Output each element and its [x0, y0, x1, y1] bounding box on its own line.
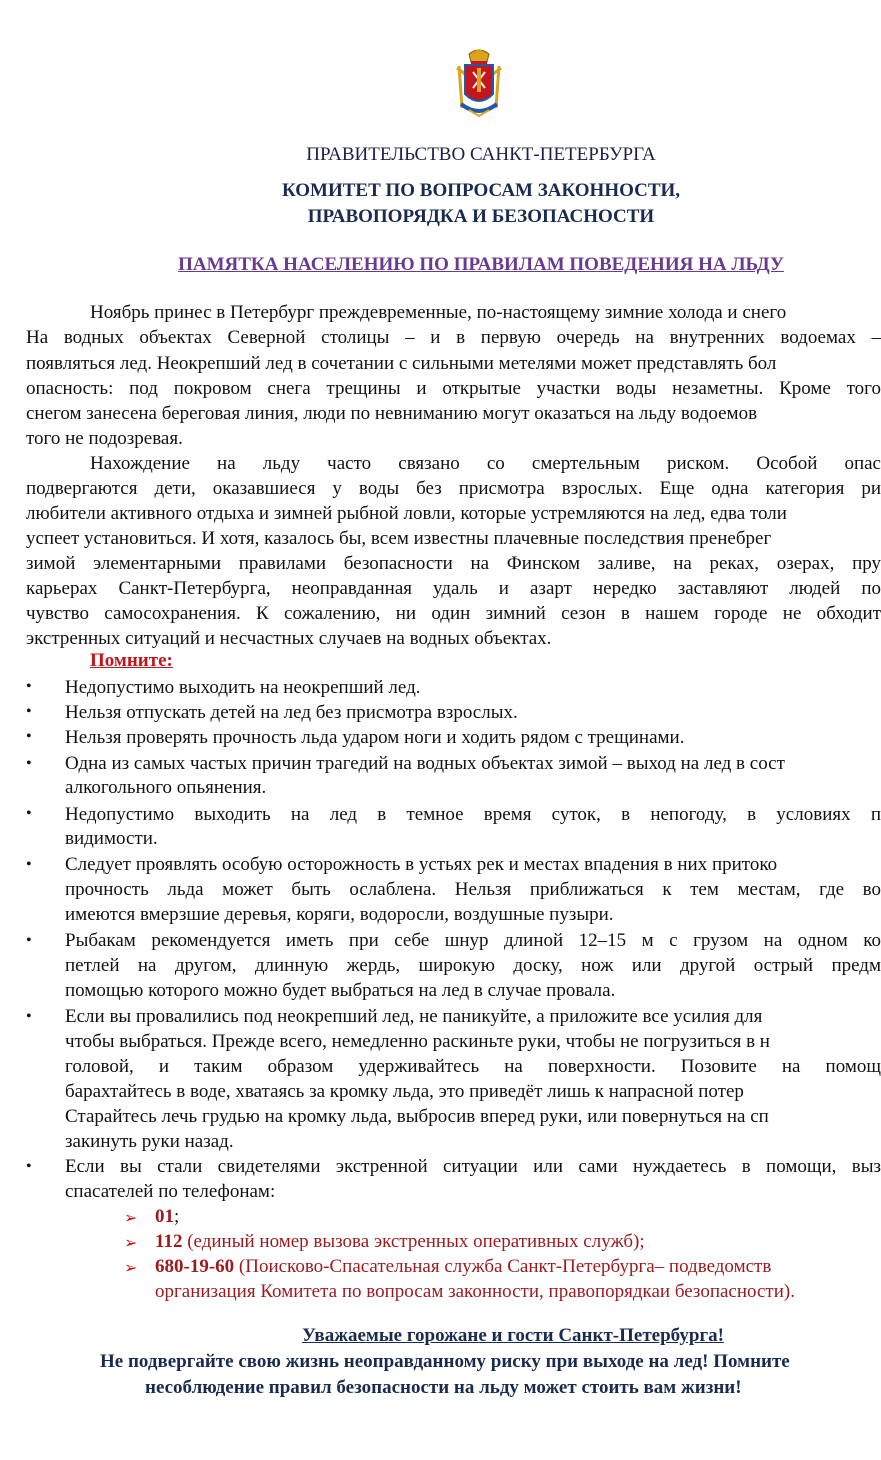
- phone-item: [155, 1231, 645, 1253]
- rule-line: алкогольного опьянения.: [65, 777, 267, 798]
- rule-line: прочность льда может быть ослаблена. Нельзя приближаться к тем местам, где во: [65, 879, 881, 900]
- intro-line: опасность: под покровом снега трещины и открытые участки воды незаметны. Кроме того: [26, 378, 881, 399]
- intro-line: появляться лед. Неокрепший лед в сочетании с сильными метелями может представлять бол: [26, 353, 777, 374]
- rule-line: Нельзя проверять прочность льда ударом ноги и ходить рядом с трещинами.: [65, 727, 685, 748]
- risk-line: экстренных ситуаций и несчастных случаев на водных объектах.: [26, 628, 552, 649]
- phone-description: (Поисково-Спасательная служба Санкт-Петербурга– подведомств: [234, 1256, 772, 1277]
- coat-of-arms-icon: [455, 48, 503, 120]
- rule-line: имеются вмерзшие деревья, коряги, водоросли, воздушные пузыри.: [65, 904, 614, 925]
- rule-line: петлей на другом, длинную жердь, широкую доску, нож или другой острый предм: [65, 955, 881, 976]
- rule-line: видимости.: [65, 828, 158, 849]
- memo-title: ПАМЯТКА НАСЕЛЕНИЮ ПО ПРАВИЛАМ ПОВЕДЕНИЯ НА ЛЬДУ: [178, 254, 784, 275]
- phone-number: 112: [155, 1231, 183, 1252]
- arrow-bullet-icon: ➢: [124, 1210, 138, 1227]
- risk-line: любители активного отдыха и зимней рыбной ловли, которые устремляются на лед, едва толи: [26, 503, 787, 524]
- arrow-bullet-icon: ➢: [124, 1235, 138, 1252]
- rule-line: Старайтесь лечь грудью на кромку льда, выбросив вперед руки, или повернуться на сп: [65, 1106, 769, 1127]
- rule-line: чтобы выбраться. Прежде всего, немедленно раскиньте руки, чтобы не погрузиться в н: [65, 1031, 770, 1052]
- risk-line: чувство самосохранения. К сожалению, ни один зимний сезон в нашем городе не обходит: [26, 603, 881, 624]
- intro-line: Ноябрь принес в Петербург преждевременные, по-настоящему зимние холода и снего: [90, 302, 787, 323]
- arrow-bullet-icon: ➢: [124, 1260, 138, 1277]
- phone-item: [155, 1206, 179, 1228]
- rule-line: Нельзя отпускать детей на лед без присмотра взрослых.: [65, 702, 518, 723]
- risk-line: зимой элементарными правилами безопасности на Финском заливе, на реках, озерах, пру: [26, 553, 881, 574]
- government-name: ПРАВИТЕЛЬСТВО САНКТ-ПЕТЕРБУРГА: [306, 144, 656, 165]
- committee-line-2: ПРАВОПОРЯДКА И БЕЗОПАСНОСТИ: [307, 206, 655, 227]
- rule-line: Если вы провалились под неокрепший лед, не паникуйте, а приложите все усилия для: [65, 1006, 763, 1027]
- bullet-icon: •: [26, 703, 32, 720]
- phone-number: 680-19-60: [155, 1256, 235, 1277]
- rule-line: Недопустимо выходить на лед в темное время суток, в непогоду, в условиях п: [65, 804, 881, 825]
- phone-continuation: организация Комитета по вопросам законности, правопорядкаи безопасности).: [155, 1281, 795, 1302]
- bullet-icon: •: [26, 856, 32, 873]
- committee-name: [0, 178, 881, 230]
- phone-description: ;: [174, 1206, 180, 1227]
- rule-line: барахтайтесь в воде, хватаясь за кромку льда, это приведёт лишь к напрасной потер: [65, 1081, 744, 1102]
- bullet-icon: •: [26, 1158, 32, 1175]
- bullet-icon: •: [26, 728, 32, 745]
- rule-line: Рыбакам рекомендуется иметь при себе шнур длиной 12–15 м с грузом на одном ко: [65, 930, 881, 951]
- rule-line: помощью которого можно будет выбраться на лед в случае провала.: [65, 980, 616, 1001]
- risk-line: Нахождение на льду часто связано со смертельным риском. Особой опас: [90, 453, 881, 474]
- risk-line: успеет установиться. И хотя, казалось бы, всем известны плачевные последствия пренебрег: [26, 528, 772, 549]
- rule-line: Недопустимо выходить на неокрепший лед.: [65, 677, 421, 698]
- rule-line: закинуть руки назад.: [65, 1131, 234, 1152]
- phone-item: [155, 1256, 771, 1278]
- closing-title: Уважаемые горожане и гости Санкт-Петербурга!: [302, 1325, 724, 1346]
- bullet-icon: •: [26, 755, 32, 772]
- rule-line: головой, и таким образом удерживайтесь на поверхности. Позовите на помощ: [65, 1056, 881, 1077]
- intro-line: снегом занесена береговая линия, люди по невниманию могут оказаться на льду водоемов: [26, 403, 758, 424]
- closing-line: Не подвергайте свою жизнь неоправданному риску при выходе на лед! Помните: [100, 1351, 790, 1372]
- rule-line: Если вы стали свидетелями экстренной ситуации или сами нуждаетесь в помощи, выз: [65, 1156, 881, 1177]
- bullet-icon: •: [26, 805, 32, 822]
- bullet-icon: •: [26, 678, 32, 695]
- intro-line: На водных объектах Северной столицы – и в первую очередь на внутренних водоемах –: [26, 327, 881, 348]
- rule-line: спасателей по телефонам:: [65, 1181, 276, 1202]
- phone-number: 01: [155, 1206, 174, 1227]
- phone-description: (единый номер вызова экстренных оперативных служб);: [182, 1231, 645, 1252]
- rule-line: Следует проявлять особую осторожность в устьях рек и местах впадения в них притоко: [65, 854, 778, 875]
- committee-line-1: КОМИТЕТ ПО ВОПРОСАМ ЗАКОННОСТИ,: [281, 180, 681, 201]
- risk-line: карьерах Санкт-Петербурга, неоправданная удаль и азарт нередко заставляют людей по: [26, 578, 881, 599]
- risk-line: подвергаются дети, оказавшиеся у воды без присмотра взрослых. Еще одна категория ри: [26, 478, 881, 499]
- rule-line: Одна из самых частых причин трагедий на водных объектах зимой – выход на лед в сост: [65, 753, 785, 774]
- intro-line: того не подозревая.: [26, 428, 183, 449]
- remember-heading: Помните:: [90, 650, 173, 671]
- bullet-icon: •: [26, 932, 32, 949]
- bullet-icon: •: [26, 1008, 32, 1025]
- closing-line: несоблюдение правил безопасности на льду может стоить вам жизни!: [145, 1377, 742, 1398]
